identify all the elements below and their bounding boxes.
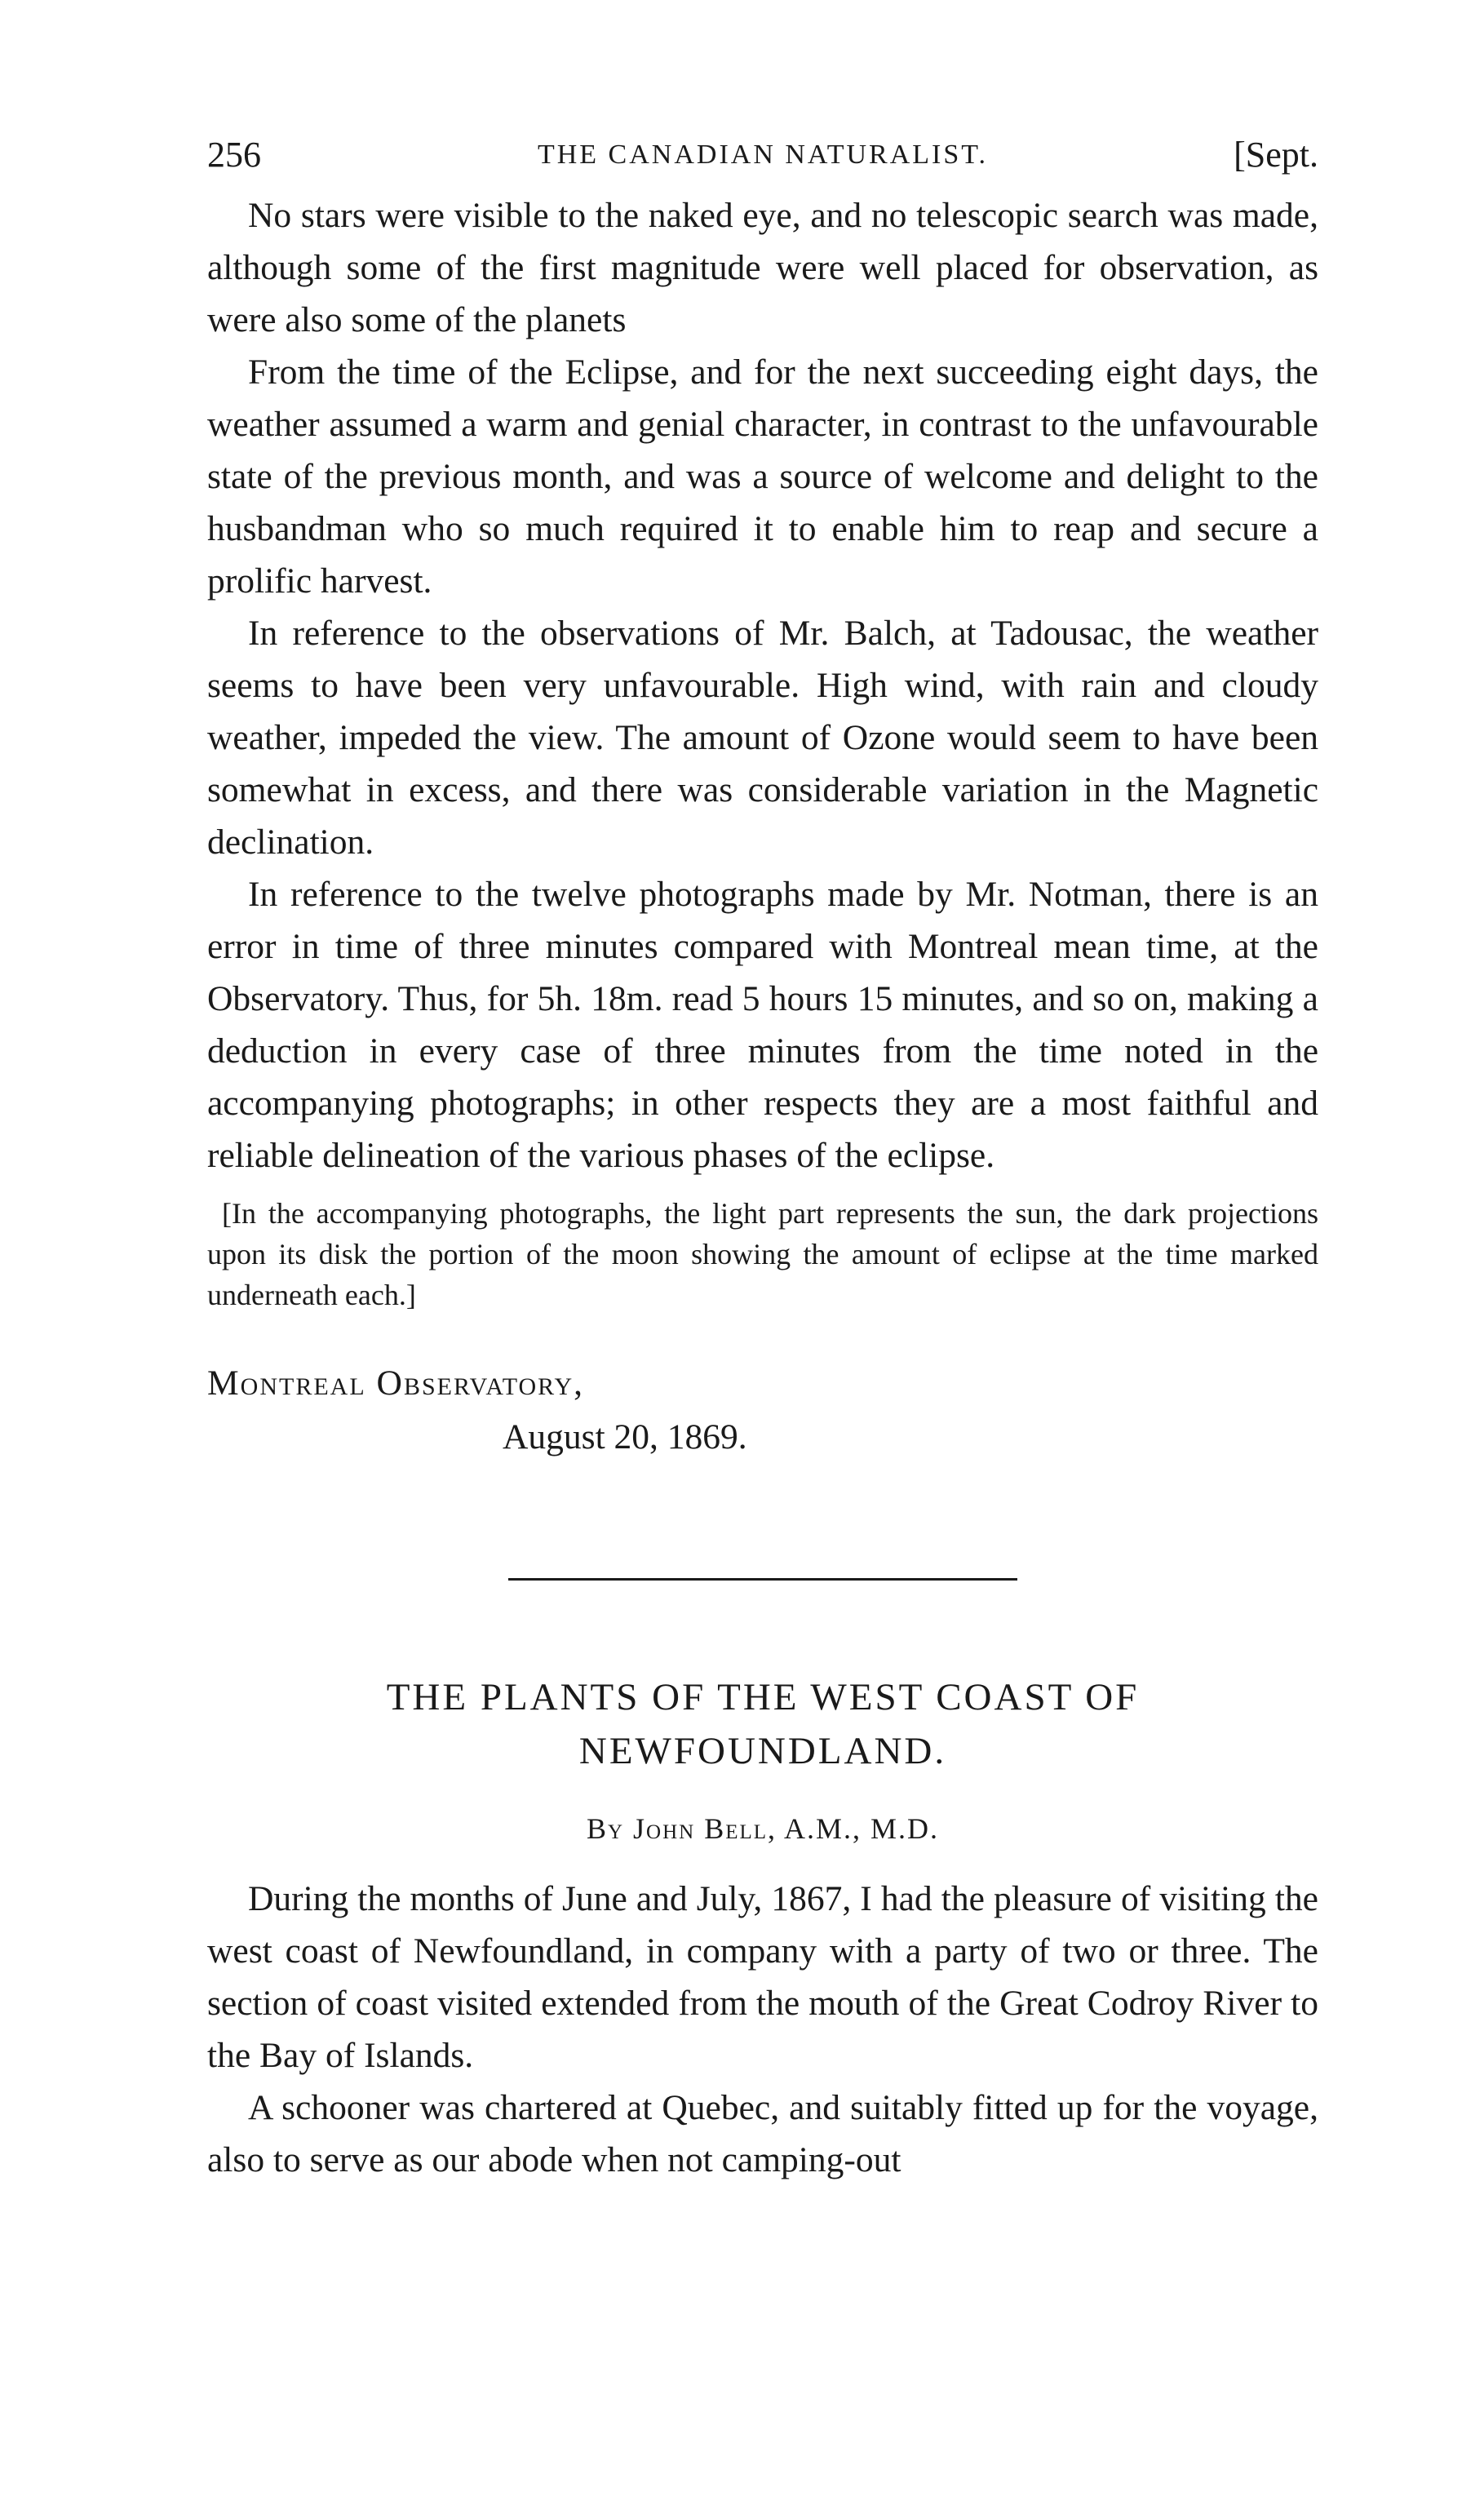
signoff-place: Montreal Observatory, — [207, 1363, 585, 1403]
journal-title: THE CANADIAN NATURALIST. — [537, 140, 989, 170]
note-text: [In the accompanying photographs, the light part represents the sun, the dark projections upon its disk the portion of the moon showing the amount of eclipse at the time marked underneath each.] — [207, 1197, 1318, 1311]
paragraph: From the time of the Eclipse, and for the next succeeding eight days, the weather assumed a warm and genial character, in contrast to the unfavourable state of the previous month, and was a source of welcome and delight to the husbandman who so much required it to enable him to reap and secure a prolific harvest. — [207, 352, 1318, 601]
section-divider — [508, 1578, 1017, 1581]
document-page — [207, 131, 1318, 2186]
paragraph: No stars were visible to the naked eye, and no telescopic search was made, although some of the first magnitude were well placed for observation, as were also some of the planets — [207, 196, 1318, 339]
article-title — [207, 1670, 1318, 1778]
signoff — [207, 1356, 1318, 1464]
photograph-note — [207, 1193, 1318, 1315]
page-number: 256 — [207, 135, 261, 175]
paragraph: In reference to the twelve photographs made by Mr. Notman, there is an error in time of three minutes compared with Montreal mean time, at the Observatory. Thus, for 5h. 18m. read 5 hours 15 minutes, and so on, making a deduction in every case of three minutes from the time noted in the accompanying photographs; in other respects they are a most faithful and reliable delineation of the various phases of the eclipse. — [207, 875, 1318, 1175]
article-byline: By John Bell, A.M., M.D. — [586, 1812, 940, 1845]
running-head — [207, 131, 1318, 180]
eclipse-report-text — [207, 189, 1318, 1182]
article-body-text — [207, 1873, 1318, 2186]
paragraph: In reference to the observations of Mr. Balch, at Tadousac, the weather seems to have been very unfavourable. High wind, with rain and cloudy weather, impeded the view. The amount of Ozone would seem to have been somewhat in excess, and there was considerable variation in the Magnetic declination. — [207, 614, 1318, 862]
paragraph: A schooner was chartered at Quebec, and suitably fitted up for the voyage, also to serve as our abode when not camping-out — [207, 2088, 1318, 2179]
signoff-date: August 20, 1869. — [503, 1417, 747, 1457]
article-title-line: NEWFOUNDLAND. — [578, 1730, 947, 1772]
paragraph: During the months of June and July, 1867, I had the pleasure of visiting the west coast of Newfoundland, in company with a party of two or three. The section of coast visited extended from the mouth of the Great Codroy River to the Bay of Islands. — [207, 1879, 1318, 2075]
issue-month: [Sept. — [1234, 135, 1318, 175]
article-title-line: THE PLANTS OF THE WEST COAST OF — [386, 1676, 1140, 1718]
